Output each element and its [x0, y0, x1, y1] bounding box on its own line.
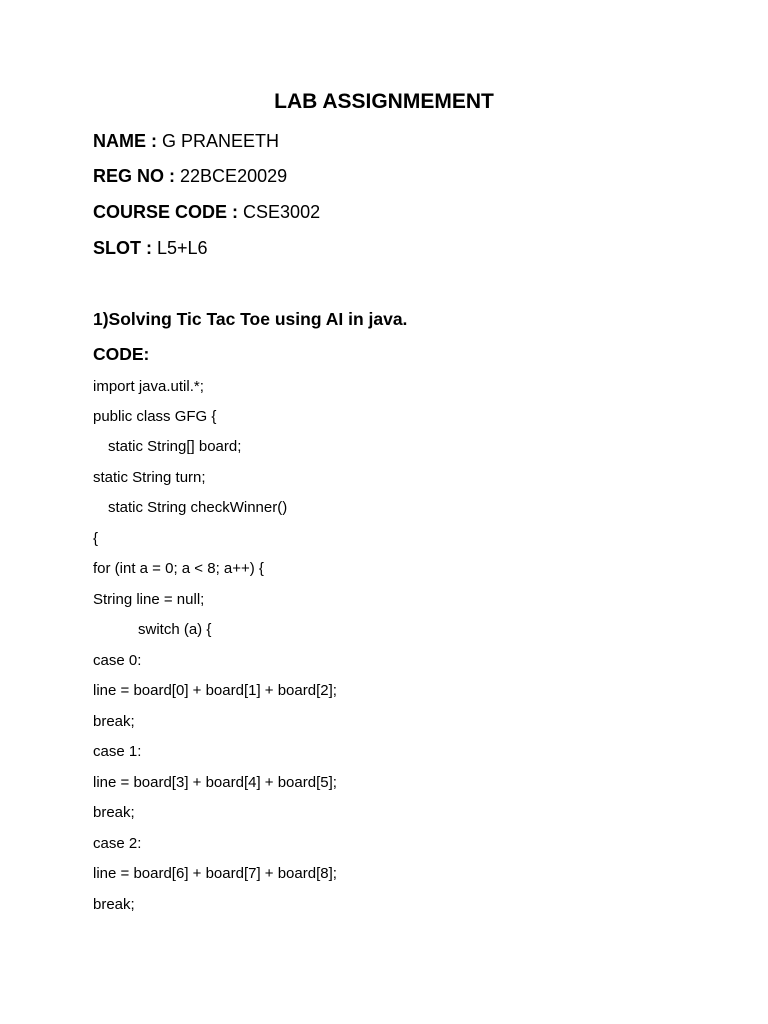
course-code-label: COURSE CODE : — [93, 202, 239, 222]
code-line: { — [93, 530, 99, 547]
code-line: line = board[6] + board[7] + board[8]; — [93, 865, 337, 882]
code-line: break; — [93, 896, 135, 913]
course-code-field — [93, 200, 320, 224]
name-value: G PRANEETH — [162, 131, 280, 151]
name-label: NAME : — [93, 131, 157, 151]
document-title: LAB ASSIGNMEMENT — [274, 90, 494, 113]
course-code-value: CSE3002 — [243, 202, 321, 222]
code-line: import java.util.*; — [93, 378, 204, 395]
code-line: String line = null; — [93, 591, 205, 608]
code-line: case 1: — [93, 743, 142, 760]
slot-label: SLOT : — [93, 238, 152, 258]
code-heading: CODE: — [93, 344, 150, 364]
code-line: line = board[3] + board[4] + board[5]; — [93, 774, 337, 791]
slot-value: L5+L6 — [157, 238, 208, 258]
reg-no-label: REG NO : — [93, 166, 176, 186]
code-line: public class GFG { — [93, 408, 217, 425]
reg-no-field — [93, 164, 287, 188]
code-line: break; — [93, 804, 135, 821]
question-heading: 1)Solving Tic Tac Toe using AI in java. — [93, 309, 408, 329]
slot-field — [93, 236, 208, 260]
name-field — [93, 129, 279, 153]
code-line: static String[] board; — [108, 438, 242, 455]
code-line: case 2: — [93, 835, 142, 852]
code-line: static String turn; — [93, 469, 206, 486]
code-line: switch (a) { — [138, 621, 212, 638]
code-line: break; — [93, 713, 135, 730]
code-line: line = board[0] + board[1] + board[2]; — [93, 682, 337, 699]
code-line: static String checkWinner() — [108, 499, 288, 516]
reg-no-value: 22BCE20029 — [180, 166, 288, 186]
code-line: for (int a = 0; a < 8; a++) { — [93, 560, 264, 577]
code-line: case 0: — [93, 652, 142, 669]
